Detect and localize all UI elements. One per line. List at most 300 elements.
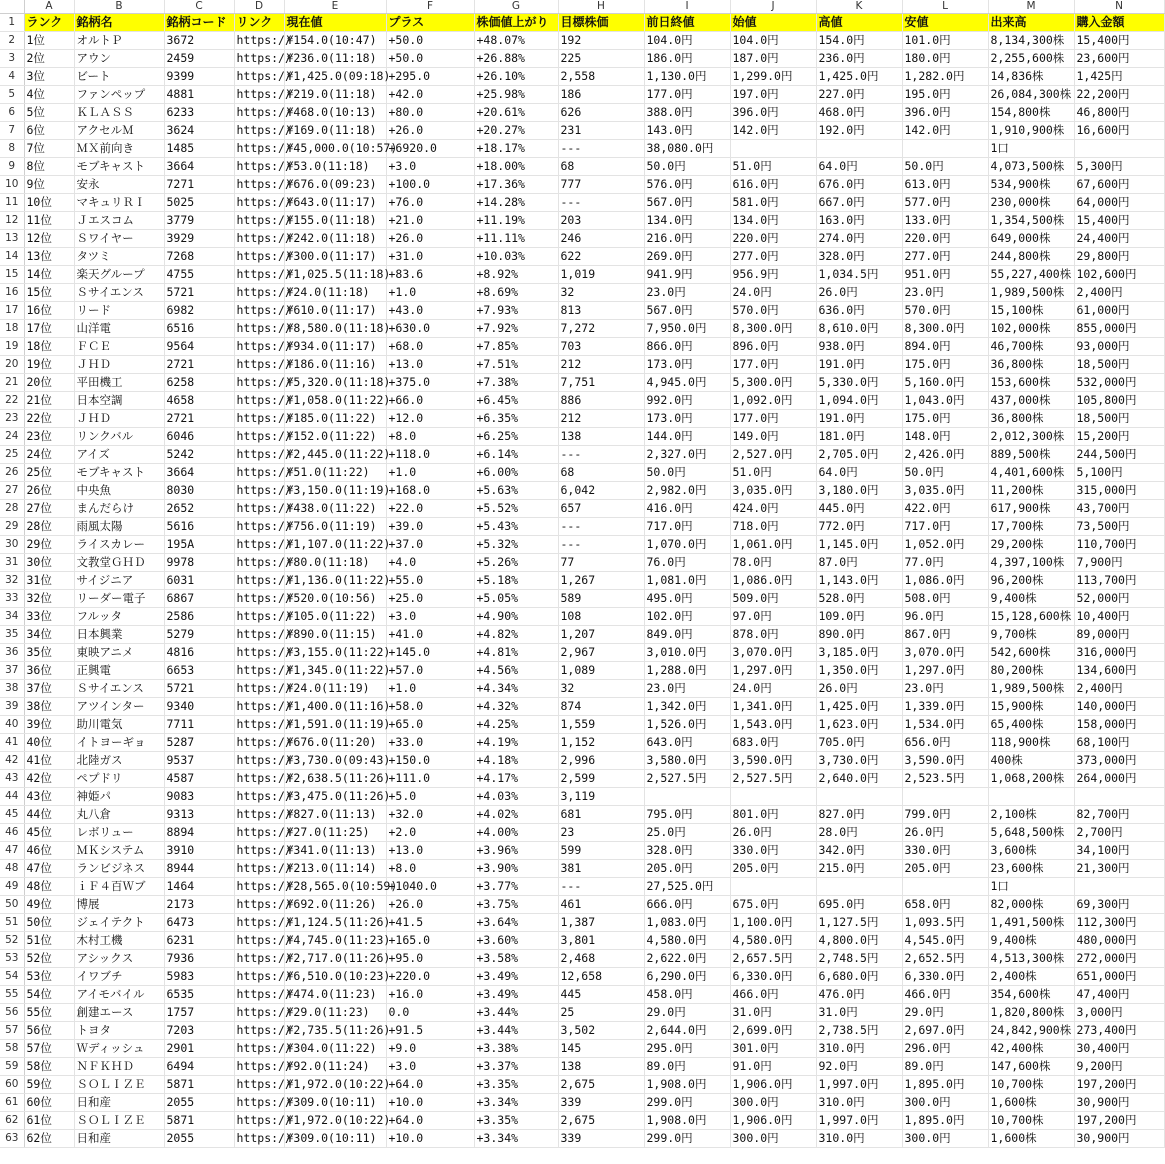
cell[interactable]: 楽天グループ <box>74 266 164 284</box>
row-number[interactable]: 39 <box>0 698 24 716</box>
cell[interactable]: 5871 <box>164 1076 234 1094</box>
cell[interactable]: https:// <box>234 986 284 1004</box>
row-number[interactable]: 29 <box>0 518 24 536</box>
cell[interactable]: 3,070.0円 <box>902 644 988 662</box>
cell[interactable]: 82,000株 <box>988 896 1074 914</box>
cell[interactable]: ¥1,591.0(11:19) <box>284 716 386 734</box>
cell[interactable]: 木村工機 <box>74 932 164 950</box>
header-cell[interactable]: 始値 <box>730 14 816 32</box>
cell[interactable]: https:// <box>234 464 284 482</box>
cell[interactable]: https:// <box>234 122 284 140</box>
row-number[interactable]: 45 <box>0 806 24 824</box>
cell[interactable]: 3,035.0円 <box>902 482 988 500</box>
cell[interactable]: ¥2,638.5(11:26) <box>284 770 386 788</box>
cell[interactable]: 1,145.0円 <box>816 536 902 554</box>
cell[interactable]: 21位 <box>24 392 74 410</box>
cell[interactable]: 24.0円 <box>730 680 816 698</box>
cell[interactable]: 1464 <box>164 878 234 896</box>
cell[interactable]: 7,751 <box>558 374 644 392</box>
cell[interactable]: https:// <box>234 860 284 878</box>
cell[interactable]: 134.0円 <box>644 212 730 230</box>
cell[interactable]: Ｓサイエンス <box>74 680 164 698</box>
cell[interactable]: 77 <box>558 554 644 572</box>
cell[interactable]: 42,400株 <box>988 1040 1074 1058</box>
cell[interactable]: ¥304.0(11:22) <box>284 1040 386 1058</box>
column-letter-j[interactable]: J <box>730 0 816 14</box>
cell[interactable]: +295.0 <box>386 68 474 86</box>
cell[interactable]: ¥309.0(10:11) <box>284 1130 386 1148</box>
cell[interactable]: 4,580.0円 <box>730 932 816 950</box>
cell[interactable]: +8.92% <box>474 266 558 284</box>
cell[interactable]: https:// <box>234 554 284 572</box>
cell[interactable]: 4755 <box>164 266 234 284</box>
cell[interactable]: ¥474.0(11:23) <box>284 986 386 1004</box>
cell[interactable]: 277.0円 <box>730 248 816 266</box>
cell[interactable]: +165.0 <box>386 932 474 950</box>
cell[interactable]: 1,043.0円 <box>902 392 988 410</box>
cell[interactable]: 3779 <box>164 212 234 230</box>
cell[interactable]: 58位 <box>24 1058 74 1076</box>
cell[interactable]: 6,042 <box>558 482 644 500</box>
cell[interactable]: 神姫パ <box>74 788 164 806</box>
cell[interactable]: 941.9円 <box>644 266 730 284</box>
cell[interactable]: ¥309.0(10:11) <box>284 1094 386 1112</box>
cell[interactable]: 4658 <box>164 392 234 410</box>
cell[interactable]: ¥1,345.0(11:22) <box>284 662 386 680</box>
header-cell[interactable]: 銘柄コード <box>164 14 234 32</box>
cell[interactable]: ¥5,320.0(11:18) <box>284 374 386 392</box>
cell[interactable]: 助川電気 <box>74 716 164 734</box>
cell[interactable]: 163.0円 <box>816 212 902 230</box>
cell[interactable] <box>730 140 816 158</box>
cell[interactable]: +3.44% <box>474 1004 558 1022</box>
cell[interactable]: 599 <box>558 842 644 860</box>
row-number[interactable]: 14 <box>0 248 24 266</box>
cell[interactable]: サイジニア <box>74 572 164 590</box>
cell[interactable]: +6.35% <box>474 410 558 428</box>
cell[interactable]: 173.0円 <box>644 356 730 374</box>
cell[interactable]: 310.0円 <box>816 1130 902 1148</box>
cell[interactable]: 1,895.0円 <box>902 1112 988 1130</box>
cell[interactable]: ¥676.0(09:23) <box>284 176 386 194</box>
cell[interactable]: 日和産 <box>74 1130 164 1148</box>
cell[interactable]: +10.03% <box>474 248 558 266</box>
cell[interactable]: Ｗディッシュ <box>74 1040 164 1058</box>
row-number[interactable]: 43 <box>0 770 24 788</box>
cell[interactable]: 6,680.0円 <box>816 968 902 986</box>
cell[interactable]: +22.0 <box>386 500 474 518</box>
cell[interactable]: 24,842,900株 <box>988 1022 1074 1040</box>
cell[interactable] <box>816 788 902 806</box>
cell[interactable]: ＭＸ前向き <box>74 140 164 158</box>
cell[interactable] <box>730 788 816 806</box>
cell[interactable]: 6535 <box>164 986 234 1004</box>
row-number[interactable]: 25 <box>0 446 24 464</box>
cell[interactable]: ¥3,155.0(11:22) <box>284 644 386 662</box>
cell[interactable]: +25.98% <box>474 86 558 104</box>
cell[interactable]: 日和産 <box>74 1094 164 1112</box>
cell[interactable]: +83.6 <box>386 266 474 284</box>
cell[interactable]: 1,350.0円 <box>816 662 902 680</box>
header-cell[interactable]: 株価値上がり <box>474 14 558 32</box>
cell[interactable]: 705.0円 <box>816 734 902 752</box>
cell[interactable]: 5位 <box>24 104 74 122</box>
cell[interactable]: https:// <box>234 950 284 968</box>
cell[interactable]: 62位 <box>24 1130 74 1148</box>
cell[interactable]: +26.10% <box>474 68 558 86</box>
row-number[interactable]: 9 <box>0 158 24 176</box>
cell[interactable]: 2173 <box>164 896 234 914</box>
cell[interactable]: 7,950.0円 <box>644 320 730 338</box>
cell[interactable]: https:// <box>234 1004 284 1022</box>
cell[interactable]: 269.0円 <box>644 248 730 266</box>
cell[interactable]: 1,989,500株 <box>988 680 1074 698</box>
cell[interactable]: 649,000株 <box>988 230 1074 248</box>
cell[interactable]: 17位 <box>24 320 74 338</box>
cell[interactable]: ｉＦ４百Ｗブ <box>74 878 164 896</box>
cell[interactable]: https:// <box>234 1094 284 1112</box>
cell[interactable]: アシックス <box>74 950 164 968</box>
cell[interactable]: 68,100円 <box>1074 734 1164 752</box>
cell[interactable]: 22位 <box>24 410 74 428</box>
row-number[interactable]: 30 <box>0 536 24 554</box>
cell[interactable]: +58.0 <box>386 698 474 716</box>
cell[interactable]: 2,640.0円 <box>816 770 902 788</box>
cell[interactable]: 4,800.0円 <box>816 932 902 950</box>
cell[interactable]: 476.0円 <box>816 986 902 1004</box>
cell[interactable]: ＪＨＤ <box>74 356 164 374</box>
cell[interactable]: 849.0円 <box>644 626 730 644</box>
cell[interactable]: 64.0円 <box>816 464 902 482</box>
cell[interactable]: 2,622.0円 <box>644 950 730 968</box>
cell[interactable]: 2055 <box>164 1094 234 1112</box>
cell[interactable]: +65.0 <box>386 716 474 734</box>
cell[interactable]: 6031 <box>164 572 234 590</box>
cell[interactable]: +91.5 <box>386 1022 474 1040</box>
cell[interactable]: 52,000円 <box>1074 590 1164 608</box>
cell[interactable]: ¥169.0(11:18) <box>284 122 386 140</box>
cell[interactable]: 626 <box>558 104 644 122</box>
cell[interactable]: +3.60% <box>474 932 558 950</box>
cell[interactable]: ¥341.0(11:13) <box>284 842 386 860</box>
cell[interactable]: 3,035.0円 <box>730 482 816 500</box>
cell[interactable]: +4.25% <box>474 716 558 734</box>
cell[interactable]: 175.0円 <box>902 410 988 428</box>
cell[interactable]: https:// <box>234 518 284 536</box>
cell[interactable]: 154.0円 <box>816 32 902 50</box>
cell[interactable]: 4,580.0円 <box>644 932 730 950</box>
cell[interactable]: 878.0円 <box>730 626 816 644</box>
row-number[interactable]: 54 <box>0 968 24 986</box>
cell[interactable]: 1485 <box>164 140 234 158</box>
cell[interactable]: 576.0円 <box>644 176 730 194</box>
cell[interactable]: +111.0 <box>386 770 474 788</box>
cell[interactable]: https:// <box>234 140 284 158</box>
cell[interactable]: 1口 <box>988 878 1074 896</box>
cell[interactable]: 667.0円 <box>816 194 902 212</box>
cell[interactable]: 5279 <box>164 626 234 644</box>
cell[interactable]: 339 <box>558 1130 644 1148</box>
cell[interactable]: 197,200円 <box>1074 1112 1164 1130</box>
cell[interactable]: イトヨーギョ <box>74 734 164 752</box>
cell[interactable]: 2,699.0円 <box>730 1022 816 1040</box>
cell[interactable]: 89,000円 <box>1074 626 1164 644</box>
cell[interactable] <box>1074 140 1164 158</box>
cell[interactable]: フルッタ <box>74 608 164 626</box>
cell[interactable]: https:// <box>234 1022 284 1040</box>
cell[interactable]: 60位 <box>24 1094 74 1112</box>
cell[interactable]: ¥3,150.0(11:19) <box>284 482 386 500</box>
cell[interactable]: 509.0円 <box>730 590 816 608</box>
cell[interactable]: 23位 <box>24 428 74 446</box>
cell[interactable]: ¥242.0(11:18) <box>284 230 386 248</box>
row-number[interactable]: 48 <box>0 860 24 878</box>
cell[interactable]: 29.0円 <box>902 1004 988 1022</box>
cell[interactable]: 丸八倉 <box>74 806 164 824</box>
row-number[interactable]: 24 <box>0 428 24 446</box>
cell[interactable]: 55位 <box>24 1004 74 1022</box>
cell[interactable]: 1,425.0円 <box>816 68 902 86</box>
cell[interactable]: https:// <box>234 572 284 590</box>
cell[interactable]: 1,342.0円 <box>644 698 730 716</box>
cell[interactable]: +10.0 <box>386 1130 474 1148</box>
cell[interactable]: 1,989,500株 <box>988 284 1074 302</box>
cell[interactable]: 300.0円 <box>730 1130 816 1148</box>
cell[interactable]: 56位 <box>24 1022 74 1040</box>
cell[interactable]: https:// <box>234 50 284 68</box>
row-number[interactable]: 6 <box>0 104 24 122</box>
cell[interactable]: 北陸ガス <box>74 752 164 770</box>
cell[interactable]: Ｓワイヤー <box>74 230 164 248</box>
cell[interactable]: 300.0円 <box>902 1130 988 1148</box>
row-number[interactable]: 60 <box>0 1076 24 1094</box>
cell[interactable]: ¥185.0(11:22) <box>284 410 386 428</box>
cell[interactable]: 34位 <box>24 626 74 644</box>
cell[interactable]: ¥827.0(11:13) <box>284 806 386 824</box>
cell[interactable]: 186 <box>558 86 644 104</box>
cell[interactable]: +168.0 <box>386 482 474 500</box>
cell[interactable]: 212 <box>558 356 644 374</box>
cell[interactable]: 466.0円 <box>902 986 988 1004</box>
cell[interactable]: 3,730.0円 <box>816 752 902 770</box>
cell[interactable]: 64,000円 <box>1074 194 1164 212</box>
cell[interactable]: --- <box>558 446 644 464</box>
cell[interactable]: まんだらけ <box>74 500 164 518</box>
cell[interactable]: 461 <box>558 896 644 914</box>
cell[interactable]: ¥1,124.5(11:26) <box>284 914 386 932</box>
cell[interactable]: ¥692.0(11:26) <box>284 896 386 914</box>
cell[interactable]: 15,400円 <box>1074 212 1164 230</box>
cell[interactable]: 2,738.5円 <box>816 1022 902 1040</box>
row-number[interactable]: 37 <box>0 662 24 680</box>
cell[interactable]: ¥2,717.0(11:26) <box>284 950 386 968</box>
row-number[interactable]: 19 <box>0 338 24 356</box>
cell[interactable]: 1,425円 <box>1074 68 1164 86</box>
cell[interactable]: https:// <box>234 500 284 518</box>
cell[interactable]: 2,327.0円 <box>644 446 730 464</box>
cell[interactable]: 244,500円 <box>1074 446 1164 464</box>
cell[interactable]: ¥1,400.0(11:16) <box>284 698 386 716</box>
cell[interactable]: 31.0円 <box>816 1004 902 1022</box>
cell[interactable]: ¥219.0(11:18) <box>284 86 386 104</box>
cell[interactable]: 29位 <box>24 536 74 554</box>
cell[interactable]: マキュリＲＩ <box>74 194 164 212</box>
cell[interactable]: 89.0円 <box>902 1058 988 1076</box>
cell[interactable]: 1,906.0円 <box>730 1112 816 1130</box>
cell[interactable]: https:// <box>234 338 284 356</box>
cell[interactable]: 1,052.0円 <box>902 536 988 554</box>
cell[interactable]: +68.0 <box>386 338 474 356</box>
cell[interactable]: 4816 <box>164 644 234 662</box>
cell[interactable]: 6494 <box>164 1058 234 1076</box>
cell[interactable]: 8位 <box>24 158 74 176</box>
cell[interactable]: 正興電 <box>74 662 164 680</box>
cell[interactable]: 1,068,200株 <box>988 770 1074 788</box>
cell[interactable]: ¥8,580.0(11:18) <box>284 320 386 338</box>
cell[interactable]: 9,700株 <box>988 626 1074 644</box>
cell[interactable]: 2,400円 <box>1074 284 1164 302</box>
cell[interactable]: 542,600株 <box>988 644 1074 662</box>
cell[interactable]: 274.0円 <box>816 230 902 248</box>
cell[interactable]: 5,300.0円 <box>730 374 816 392</box>
cell[interactable]: 801.0円 <box>730 806 816 824</box>
cell[interactable]: +150.0 <box>386 752 474 770</box>
cell[interactable]: 5,160.0円 <box>902 374 988 392</box>
cell[interactable]: +7.92% <box>474 320 558 338</box>
row-number[interactable]: 17 <box>0 302 24 320</box>
cell[interactable]: ¥468.0(10:13) <box>284 104 386 122</box>
cell[interactable]: https:// <box>234 410 284 428</box>
cell[interactable]: +3.37% <box>474 1058 558 1076</box>
cell[interactable]: 153,600株 <box>988 374 1074 392</box>
row-number[interactable]: 36 <box>0 644 24 662</box>
row-number[interactable]: 34 <box>0 608 24 626</box>
cell[interactable]: 48位 <box>24 878 74 896</box>
cell[interactable]: +3.64% <box>474 914 558 932</box>
cell[interactable]: +17.36% <box>474 176 558 194</box>
cell[interactable]: 4,401,600株 <box>988 464 1074 482</box>
cell[interactable]: リンクバル <box>74 428 164 446</box>
cell[interactable] <box>988 788 1074 806</box>
cell[interactable]: 64.0円 <box>816 158 902 176</box>
cell[interactable]: ペプドリ <box>74 770 164 788</box>
cell[interactable]: https:// <box>234 590 284 608</box>
cell[interactable]: +26.88% <box>474 50 558 68</box>
cell[interactable]: 42位 <box>24 770 74 788</box>
cell[interactable]: 2,652.5円 <box>902 950 988 968</box>
cell[interactable]: +50.0 <box>386 32 474 50</box>
cell[interactable]: ¥643.0(11:17) <box>284 194 386 212</box>
cell[interactable]: 613.0円 <box>902 176 988 194</box>
cell[interactable]: 山洋電 <box>74 320 164 338</box>
cell[interactable]: https:// <box>234 32 284 50</box>
cell[interactable]: +5.43% <box>474 518 558 536</box>
cell[interactable]: https:// <box>234 878 284 896</box>
cell[interactable]: 651,000円 <box>1074 968 1164 986</box>
row-number[interactable]: 2 <box>0 32 24 50</box>
column-letter-e[interactable]: E <box>284 0 386 14</box>
row-number[interactable]: 31 <box>0 554 24 572</box>
cell[interactable]: 5871 <box>164 1112 234 1130</box>
cell[interactable]: 50.0円 <box>902 464 988 482</box>
cell[interactable]: 1,526.0円 <box>644 716 730 734</box>
cell[interactable]: 10位 <box>24 194 74 212</box>
cell[interactable]: 32 <box>558 680 644 698</box>
cell[interactable]: 7936 <box>164 950 234 968</box>
cell[interactable]: 54位 <box>24 986 74 1004</box>
cell[interactable] <box>902 878 988 896</box>
cell[interactable]: Ｊエスコム <box>74 212 164 230</box>
cell[interactable]: 20位 <box>24 374 74 392</box>
cell[interactable]: 47,400円 <box>1074 986 1164 1004</box>
cell[interactable]: 3,185.0円 <box>816 644 902 662</box>
cell[interactable]: 6位 <box>24 122 74 140</box>
cell[interactable]: 26.0円 <box>902 824 988 842</box>
cell[interactable]: 617,900株 <box>988 500 1074 518</box>
cell[interactable]: 3,801 <box>558 932 644 950</box>
cell[interactable]: 2,675 <box>558 1076 644 1094</box>
cell[interactable]: 7位 <box>24 140 74 158</box>
cell[interactable]: 717.0円 <box>644 518 730 536</box>
cell[interactable]: https:// <box>234 536 284 554</box>
cell[interactable]: 220.0円 <box>902 230 988 248</box>
cell[interactable]: 144.0円 <box>644 428 730 446</box>
cell[interactable]: 299.0円 <box>644 1130 730 1148</box>
cell[interactable]: 3位 <box>24 68 74 86</box>
cell[interactable]: ¥29.0(11:23) <box>284 1004 386 1022</box>
cell[interactable]: ¥1,972.0(10:22) <box>284 1076 386 1094</box>
cell[interactable]: ＪＨＤ <box>74 410 164 428</box>
row-number[interactable]: 10 <box>0 176 24 194</box>
cell[interactable]: 日本興業 <box>74 626 164 644</box>
cell[interactable]: 26.0円 <box>730 824 816 842</box>
cell[interactable]: https:// <box>234 302 284 320</box>
cell[interactable]: 177.0円 <box>644 86 730 104</box>
cell[interactable]: 1,908.0円 <box>644 1076 730 1094</box>
cell[interactable]: 31位 <box>24 572 74 590</box>
cell[interactable]: 32位 <box>24 590 74 608</box>
row-number[interactable]: 55 <box>0 986 24 1004</box>
cell[interactable]: +5.52% <box>474 500 558 518</box>
cell[interactable]: 9313 <box>164 806 234 824</box>
cell[interactable]: ＭＫシステム <box>74 842 164 860</box>
cell[interactable]: 2,967 <box>558 644 644 662</box>
cell[interactable]: 1,288.0円 <box>644 662 730 680</box>
cell[interactable]: +3.34% <box>474 1130 558 1148</box>
cell[interactable]: 181.0円 <box>816 428 902 446</box>
cell[interactable]: 24.0円 <box>730 284 816 302</box>
cell[interactable]: 636.0円 <box>816 302 902 320</box>
cell[interactable]: 424.0円 <box>730 500 816 518</box>
cell[interactable]: 148.0円 <box>902 428 988 446</box>
cell[interactable]: 8,610.0円 <box>816 320 902 338</box>
cell[interactable]: +42.0 <box>386 86 474 104</box>
cell[interactable]: ¥4,745.0(11:23) <box>284 932 386 950</box>
cell[interactable]: 186.0円 <box>644 50 730 68</box>
cell[interactable]: 17,700株 <box>988 518 1074 536</box>
cell[interactable]: +3.0 <box>386 608 474 626</box>
cell[interactable]: +4.56% <box>474 662 558 680</box>
cell[interactable]: ¥236.0(11:18) <box>284 50 386 68</box>
cell[interactable]: 57位 <box>24 1040 74 1058</box>
cell[interactable]: 225 <box>558 50 644 68</box>
cell[interactable]: 772.0円 <box>816 518 902 536</box>
cell[interactable]: --- <box>558 518 644 536</box>
cell[interactable]: +6.00% <box>474 464 558 482</box>
cell[interactable]: ¥1,425.0(09:18) <box>284 68 386 86</box>
row-number[interactable]: 49 <box>0 878 24 896</box>
cell[interactable]: ¥3,475.0(11:26) <box>284 788 386 806</box>
